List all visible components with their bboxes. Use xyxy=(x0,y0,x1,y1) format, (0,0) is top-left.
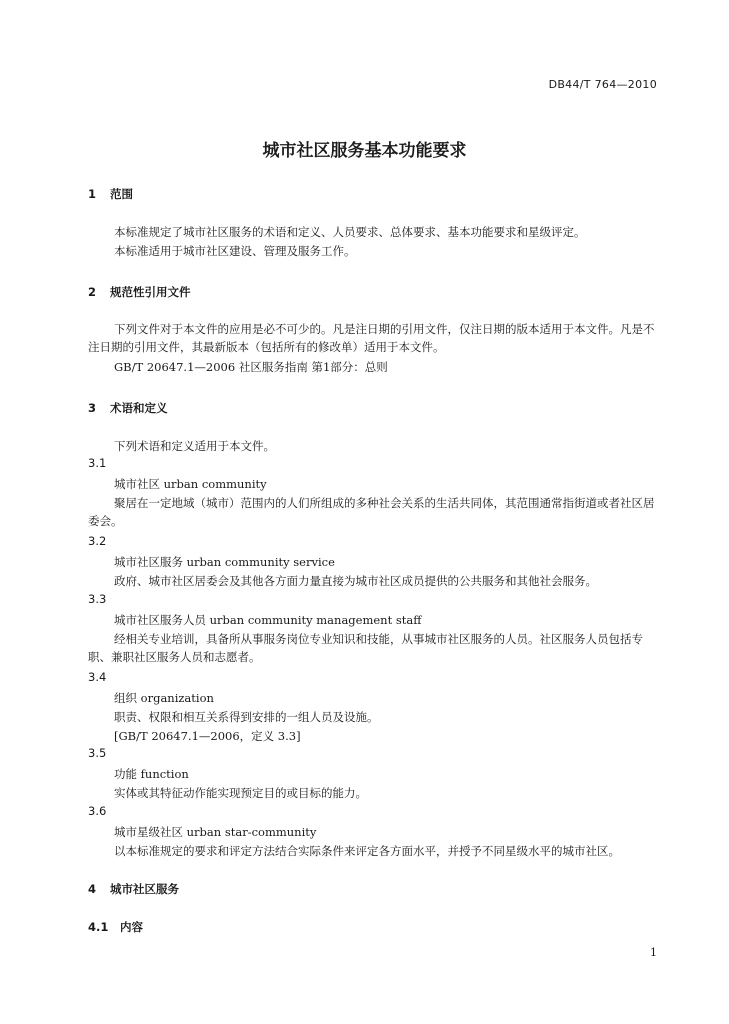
section-4-number: 4 xyxy=(88,882,97,896)
section-4-heading xyxy=(88,881,179,897)
term-3-6-definition: 以本标准规定的要求和评定方法结合实际条件来评定各方面水平，并授予不同星级水平的城市社区。 xyxy=(114,844,620,858)
subsection-4-1-heading xyxy=(88,919,143,935)
section-3-heading xyxy=(88,400,168,416)
standard-number: DB44/T 764—2010 xyxy=(548,78,657,91)
section-2-number: 2 xyxy=(88,285,97,299)
page-number: 1 xyxy=(650,946,657,959)
section-4-title: 城市社区服务 xyxy=(110,882,179,896)
term-3-5-definition: 实体或其特征动作能实现预定目的或目标的能力。 xyxy=(114,786,367,800)
term-3-4-definition: 职责、权限和相互关系得到安排的一组人员及设施。 xyxy=(114,710,379,724)
term-3-2-definition: 政府、城市社区居委会及其他各方面力量直接为城市社区成员提供的公共服务和其他社会服务。 xyxy=(114,574,597,588)
term-3-2-number: 3.2 xyxy=(88,534,107,548)
section-1-para-1: 本标准规定了城市社区服务的术语和定义、人员要求、总体要求、基本功能要求和星级评定。 xyxy=(114,225,586,239)
term-3-6-name: 城市星级社区 urban star-community xyxy=(114,825,317,839)
term-3-1-definition: 聚居在一定地域（城市）范围内的人们所组成的多种社会关系的生活共同体，其范围通常指街道或者社区居委会。 xyxy=(88,496,655,528)
section-3-title: 术语和定义 xyxy=(110,401,168,415)
term-3-4-name: 组织 organization xyxy=(114,691,214,705)
term-3-5-name: 功能 function xyxy=(114,767,189,781)
term-3-5-number: 3.5 xyxy=(88,746,107,760)
term-3-4-number: 3.4 xyxy=(88,670,107,684)
term-3-1-name: 城市社区 urban community xyxy=(114,477,267,491)
section-1-number: 1 xyxy=(88,187,97,201)
section-2-title: 规范性引用文件 xyxy=(110,285,191,299)
subsection-4-1-title: 内容 xyxy=(120,920,143,934)
subsection-4-1-number: 4.1 xyxy=(88,920,109,934)
section-2-reference: GB/T 20647.1—2006 社区服务指南 第1部分：总则 xyxy=(114,360,388,374)
document-title: 城市社区服务基本功能要求 xyxy=(262,141,467,161)
term-3-1-number: 3.1 xyxy=(88,456,107,470)
term-3-6-number: 3.6 xyxy=(88,804,107,818)
section-3-number: 3 xyxy=(88,401,97,415)
section-2-para-1: 下列文件对于本文件的应用是必不可少的。凡是注日期的引用文件，仅注日期的版本适用于本文件。凡是不注日期的引用文件，其最新版本（包括所有的修改单）适用于本文件。 xyxy=(88,322,655,354)
term-3-3-name: 城市社区服务人员 urban community management staff xyxy=(114,613,422,627)
term-3-2-name: 城市社区服务 urban community service xyxy=(114,555,335,569)
section-1-heading xyxy=(88,186,133,202)
section-1-title: 范围 xyxy=(110,187,133,201)
term-3-3-number: 3.3 xyxy=(88,592,107,606)
section-3-intro: 下列术语和定义适用于本文件。 xyxy=(114,439,275,453)
term-3-4-source: [GB/T 20647.1—2006，定义 3.3] xyxy=(114,729,301,743)
section-2-heading xyxy=(88,284,191,300)
section-1-para-2: 本标准适用于城市社区建设、管理及服务工作。 xyxy=(114,244,356,258)
term-3-3-definition: 经相关专业培训，具备所从事服务岗位专业知识和技能，从事城市社区服务的人员。社区服务人员包括专职、兼职社区服务人员和志愿者。 xyxy=(88,632,643,664)
